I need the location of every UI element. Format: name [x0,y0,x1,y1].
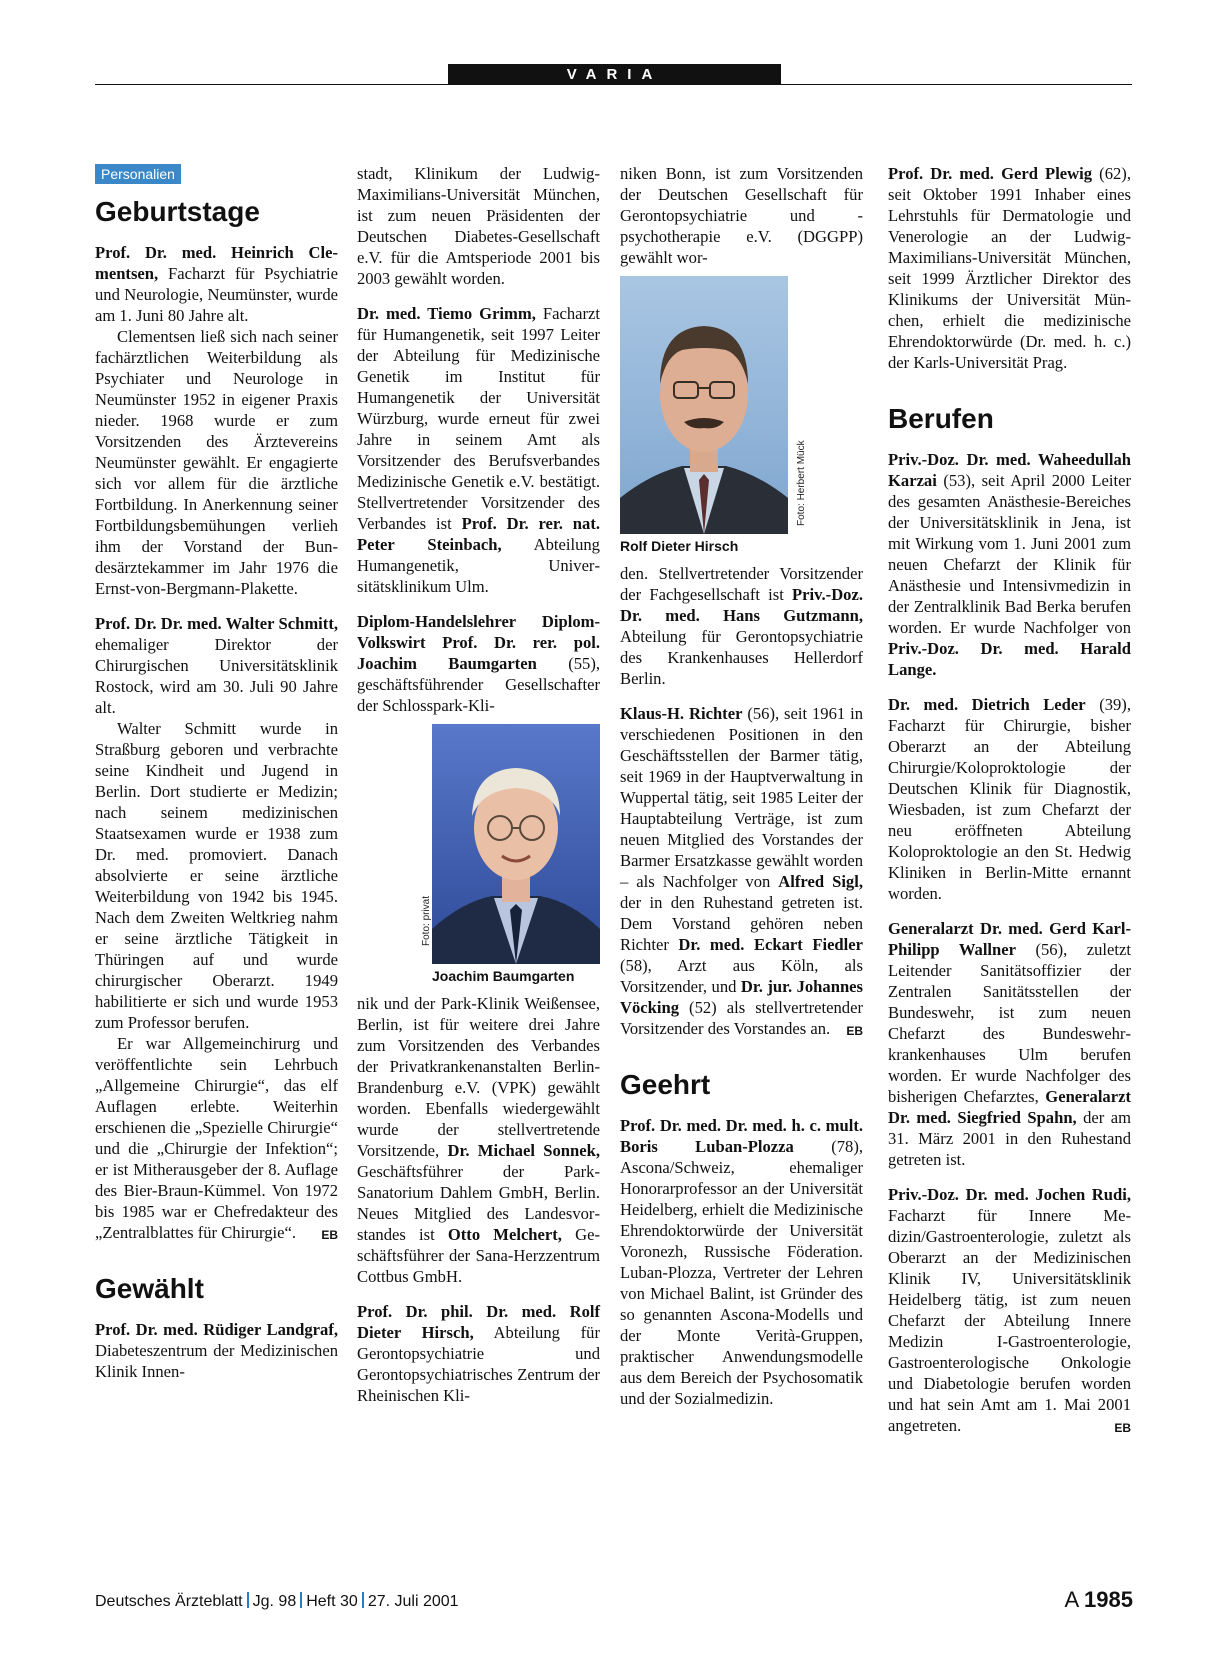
page-number [1064,1587,1133,1613]
category-tag: Personalien [95,164,181,184]
footer-citation [95,1592,459,1611]
entry-clementsen: Prof. Dr. med. Heinrich Clementsen, Facharzt für Psychiatrie und Neurologie, Neumünster, wurde am 1. Juni 80 Jahre alt. [95,243,338,325]
journal-name: Deutsches Ärzteblatt [95,1593,243,1610]
entry-grimm: Dr. med. Tiemo Grimm, Facharzt für Humangenetik, seit 1997 Leiter der Abteilung für Medizinische Genetik im Institut für Humangenetik der Universität Würzburg, wurde erneut für zwei Jahre in seinem Amt als Vorsitzender des Berufsverbandes Medizinische Genetik e.V. bestätigt. Stellvertretender Vorsitzender des Verbandes ist Prof. Dr. rer. nat. Peter Steinbach, Abteilung Humangenetik, Universitätsklinikum Ulm. [357,304,601,596]
photo-caption: Joachim Baumgarten [432,968,575,984]
entry-hirsch: Prof. Dr. phil. Dr. med. Rolf Dieter Hirsch, Abteilung für Gerontopsychiatrie und Gerontopsychiatrisches Zentrum der Rheinischen Kli- [357,1302,600,1405]
person-name: Prof. Dr. med. Dr. med. h. c. mult. Boris Luban-Plozza [620,1116,863,1156]
person-name: Generalarzt Dr. med. Gerd Karl-Philipp Wallner [888,919,1131,959]
person-name: Priv.-Doz. Dr. med. Waheedullah Karzai [888,450,1131,490]
person-name: Prof. Dr. rer. nat. Peter Steinbach, [357,514,601,554]
photo-baumgarten [421,724,600,987]
person-name: Generalarzt Dr. med. Siegfried Spahn, [888,1087,1131,1127]
person-name: Priv.-Doz. Dr. med. Hans Gutzmann, [620,585,863,625]
photo-hirsch [620,276,807,557]
entry-plewig: Prof. Dr. med. Gerd Plewig (62), seit Oktober 1991 Inhaber eines Lehrstuhls für Dermatologie und Venerologie an der Ludwig-Maximilians-Universität München, seit 1999 Ärztlicher Direktor des Klinikums der Universität München, erhielt die medizinische Ehrendoktorwürde (Dr. med. h. c.) der Karls-Universität Prag. [888,164,1131,372]
person-name: Prof. Dr. med. Rüdiger Landgraf, [95,1320,338,1339]
photo-caption: Rolf Dieter Hirsch [620,538,739,554]
person-name: Dr. Michael Sonnek, [447,1141,600,1160]
photo-credit: Foto: Herbert Mück [796,440,807,526]
entry-baumgarten: Diplom-Handelslehrer Diplom-Volkswirt Prof. Dr. rer. pol. Joachim Baumgarten (55), geschäftsführender Gesellschafter der Schlosspark-Kli- [357,612,600,715]
heading-birthdays: Geburtstage [95,196,260,227]
person-name: Dr. med. Dietrich Leder [888,695,1086,714]
paragraph: Walter Schmitt wurde in Straßburg geboren und verbrachte seine Kindheit und Jugend in Berlin. Dort studierte er Medizin; nach seinem medizinischen Staatsexamen wurde er 1938 zum Dr. med. promoviert. Danach absolvierte er seine ärztliche Weiterbildung von 1942 bis 1945. Nach dem Zweiten Weltkrieg nahm er seine ärztliche Tätigkeit in Thüringen auf und wurde chirurgischer Oberarzt. 1949 habilitierte er sich und wurde 1953 zum Professor berufen. [95,719,338,1032]
person-name: Prof. Dr. phil. Dr. med. Rolf Dieter Hirsch, [357,1302,600,1342]
person-name: Dr. jur. Johannes Vöcking [620,977,863,1017]
column-2 [357,163,600,1406]
issue-date: 27. Juli 2001 [367,1593,459,1610]
entry-vpk: nik und der Park-Klinik Weißensee, Berlin, ist für weitere drei Jahre zum Vorsitzenden des Verbandes der Privatkrankenanstalten Berlin-Brandenburg e.V. (VPK) gewählt worden. Ebenfalls wiedergewählt wurde der stellvertretende Vorsitzende, Dr. Michael Sonnek, Geschäftsführer der Park-Sanatorium Dahlem GmbH, Berlin. Neues Mitglied des Landesvorstandes ist Otto Melchert, Geschäftsführer der Sana-Herzzentrum Cottbus GmbH. [357,994,601,1286]
entry-luban-plozza: Prof. Dr. med. Dr. med. h. c. mult. Boris Luban-Plozza (78), Ascona/Schweiz, ehemaliger Honorarprofessor an der Universität Heidelberg, erhielt die Medizinische Ehrendoktorwürde der Universität Voronezh, Russische Föderation. Luban-Plozza, Vertreter der Lehren von Michael Balint, ist Gründer des so genannten Ascona-Modells und der Monte Verità-Gruppen, praktischer Anwendungsmodelle aus dem Bereich der Psychosomatik und der Sozialmedizin. [620,1116,863,1408]
entry-wallner: Generalarzt Dr. med. Gerd Karl-Philipp Wallner (56), zuletzt Leitender Sanitätsoffizier der Zentralen Sanitätsstellen der Bundeswehr, ist zum neuen Chefarzt des Bundeswehrkrankenhauses Ulm berufen worden. Er wurde Nachfolger des bisherigen Chefarztes, Generalarzt Dr. med. Siegfried Spahn, der am 31. März 2001 in den Ruhestand getreten ist. [888,919,1131,1169]
entry-rudi: Priv.-Doz. Dr. med. Jochen Rudi, Facharzt für Innere Medizin/Gastroenterologie, zuletzt als Oberarzt an der Medizinischen Klinik IV, Universitätsklinik Heidelberg tätig, ist zum neuen Chefarzt der Abteilung Innere Medizin I-Gastroenterologie, Gastroenterologische Onkologie und Diabetologie berufen worden und hat sein Amt am 1. Mai 2001 angetreten. EB [888,1184,1131,1436]
person-name: Alfred Sigl, [778,872,863,891]
column-1 [95,163,338,1382]
entry-gutzmann: den. Stellvertretender Vorsitzender der Fachgesellschaft ist Priv.-Doz. Dr. med. Hans Gutzmann, Abteilung für Gerontopsychiatrie des Krankenhauses Hellerdorf Berlin. [620,564,863,688]
author-signature: EB [846,1024,863,1038]
paragraph: niken Bonn, ist zum Vorsitzenden der Deutschen Gesellschaft für Gerontopsychiatrie und -psychotherapie e.V. (DGGPP) gewählt wor- [620,164,863,267]
portrait-illustration [432,724,600,964]
person-name: Otto Melchert, [447,1225,562,1244]
person-name: Prof. Dr. med. Gerd Plewig [888,164,1093,183]
page-prefix: A [1064,1587,1078,1612]
heading-elected: Gewählt [95,1273,204,1304]
page-value: 1985 [1084,1587,1133,1612]
person-name: Priv.-Doz. Dr. med. Harald Lange. [888,639,1131,679]
person-name: Prof. Dr. Dr. med. Walter Schmitt, [95,614,338,633]
footer-separator [362,1592,364,1608]
entry-richter: Klaus-H. Richter (56), seit 1961 in verschiedenen Positionen in den Geschäftsstellen der Barmer tätig, seit 1969 in der Hauptverwaltung in Wuppertal tätig, seit 1985 Leiter der Hauptabteilung Verträge, ist zum neuen Mitglied des Vorstandes der Barmer Ersatzkasse gewählt worden – als Nachfolger von Alfred Sigl, der in den Ruhestand getreten ist. Dem Vorstand gehören neben Richter Dr. med. Eckart Fiedler (58), Arzt aus Köln, als Vorsitzender, und Dr. jur. Johannes Vöcking (52) als stellvertretender Vorsitzender des Vorstandes an. EB [620,703,863,1039]
section-label: VARIA [448,64,781,85]
portrait-image [620,276,788,534]
entry-schmitt: Prof. Dr. Dr. med. Walter Schmitt, ehemaliger Direktor der Chirurgischen Universitätsklinik Rostock, wird am 30. Juli 90 Jahre alt. [95,614,338,717]
person-name: Dr. med. Eckart Fiedler [678,935,864,954]
photo-credit: Foto: privat [421,895,432,946]
person-name: Diplom-Handelslehrer Diplom-Volkswirt Prof. Dr. rer. pol. Joachim Baumgarten [357,612,600,673]
paragraph: stadt, Klinikum der Ludwig-Maximilians-Universität München, ist zum neuen Präsidenten der Deutschen Diabetes-Gesellschaft e.V. für die Amtsperiode 2001 bis 2003 gewählt worden. [357,164,600,288]
portrait-illustration [620,276,788,534]
journal-issue: Heft 30 [306,1593,358,1610]
footer-separator [247,1592,249,1608]
paragraph: Clementsen ließ sich nach seiner fachärztlichen Weiterbildung als Psychiater und Neurologe in Neumünster 1952 in eigener Praxis nieder. 1968 wurde er zum Vorsitzenden des Ärztevereins Neumünster gewählt. Er engagierte sich vor allem für die ärztliche Fortbildung. In Anerkennung seiner Fortbildungsbemühungen verlieh ihm der Vorstand der Bundesärztekammer im Jahr 1976 die Ernst-von-Bergmann-Plakette. [95,327,338,598]
person-name: Prof. Dr. med. Heinrich Clementsen, [95,243,338,283]
person-name: Klaus-H. Richter [620,704,743,723]
footer-separator [300,1592,302,1608]
journal-volume: Jg. 98 [252,1593,297,1610]
column-3 [620,163,863,1409]
column-4 [888,163,1131,1439]
entry-leder: Dr. med. Dietrich Leder (39), Facharzt für Chirurgie, bisher Oberarzt an der Abteilung Chirurgie/Koloproktologie der Deutschen Klinik für Diagnostik, Wiesbaden, ist zum Chefarzt der neu eröffneten Abteilung Koloproktologie an den St. Hedwig Kliniken in Berlin-Mitte ernannt worden. [888,695,1131,903]
author-signature: EB [321,1228,338,1242]
heading-appointed: Berufen [888,403,994,434]
portrait-image [432,724,600,964]
person-name: Dr. med. Tiemo Grimm, [357,304,536,323]
paragraph: Er war Allgemeinchirurg und veröffentlichte sein Lehrbuch „Allgemeine Chirurgie“, das elf Auflagen erlebte. Weiterhin erschienen die „Spezielle Chirurgie“ und die „Chirurgie der Infektion“; er ist Mitherausgeber der 8. Auflage des Bier-Braun-Kümmel. Von 1972 bis 1985 war er Chefredakteur des „Zentralblattes für Chirurgie“. EB [95,1033,338,1243]
author-signature: EB [1114,1421,1131,1435]
entry-karzai: Priv.-Doz. Dr. med. Waheedullah Karzai (53), seit April 2000 Leiter des gesamten Anästhesie-Bereiches der Universitätsklinik in Jena, ist mit Wirkung vom 1. Juni 2001 zum neuen Chefarzt der Klinik für Anästhesie und Intensivmedizin in der Zentralklinik Bad Berka berufen worden. Er wurde Nachfolger von Priv.-Doz. Dr. med. Harald Lange. [888,450,1131,679]
person-name: Priv.-Doz. Dr. med. Jochen Rudi, [888,1185,1131,1204]
heading-honored: Geehrt [620,1069,711,1100]
entry-landgraf: Prof. Dr. med. Rüdiger Landgraf, Diabeteszentrum der Medizinischen Klinik Innen- [95,1320,338,1381]
